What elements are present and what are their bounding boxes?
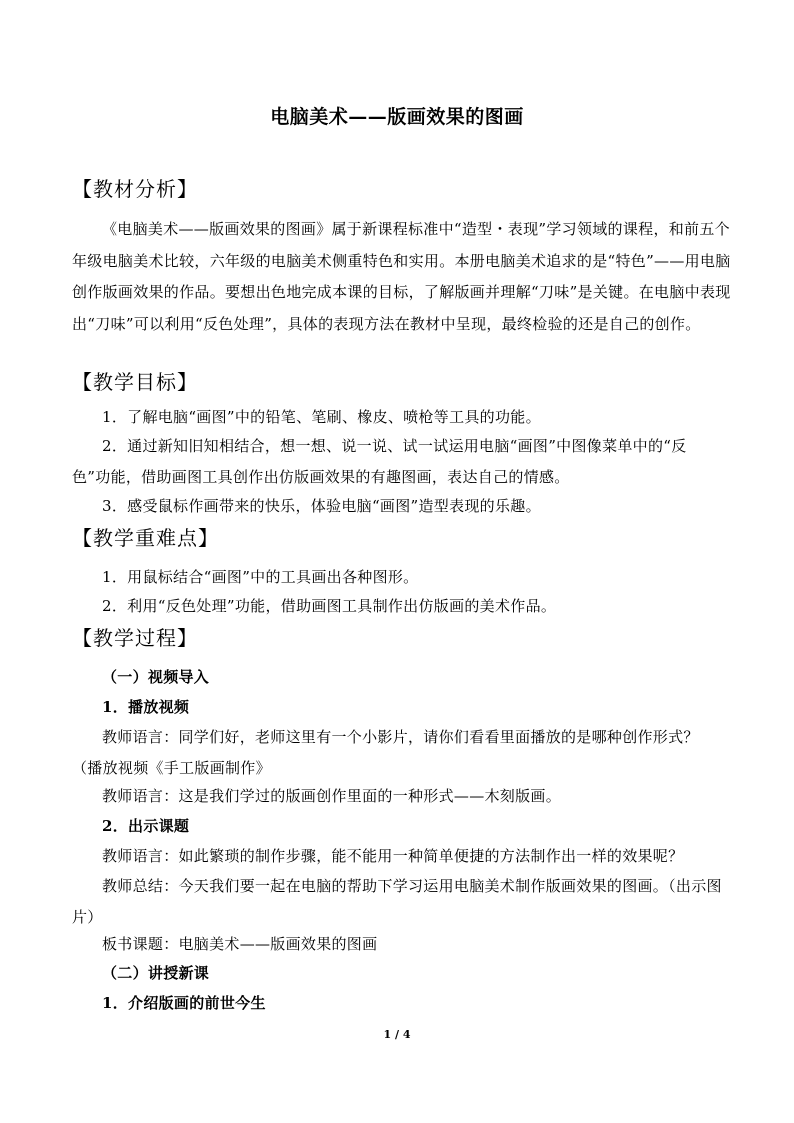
section-heading-process: 【教学过程】 [72, 626, 198, 650]
part2-title: （二）讲授新课 [102, 964, 210, 982]
step2-line-3: 板书课题：电脑美术——版画效果的图画 [102, 935, 378, 953]
step1-line-2: 教师语言：这是我们学过的版画创作里面的一种形式——木刻版画。 [102, 787, 562, 805]
part1-title: （一）视频导入 [102, 668, 210, 686]
step1-line-1: 教师语言：同学们好，老师这里有一个小影片，请你们看看里面播放的是哪种创作形式？（播放视频《手工版画制作》 [72, 728, 699, 777]
step2-title: 2．出示课题 [102, 817, 190, 835]
page-number: 1 / 4 [383, 1028, 411, 1041]
keypoint-item-1: 1．用鼠标结合“画图”中的工具画出各种图形。 [102, 568, 419, 586]
step2-line-2: 教师总结：今天我们要一起在电脑的帮助下学习运用电脑美术制作版画效果的图画。（出示图片） [72, 877, 722, 926]
analysis-paragraph: 《电脑美术——版画效果的图画》属于新课程标准中“造型・表现”学习领域的课程，和前五个年级电脑美术比较，六年级的电脑美术侧重特色和实用。本册电脑美术追求的是“特色”——用电脑创作版画效果的作品。要想出色地完成本课的目标，了解版画并理解“刀味”是关键。在电脑中表现出“刀味”可以利用“反色处理”，具体的表现方法在教材中呈现，最终检验的还是自己的创作。 [72, 220, 731, 333]
keypoint-item-2: 2．利用“反色处理”功能，借助画图工具制作出仿版画的美术作品。 [102, 597, 557, 615]
goal-item-1: 1．了解电脑“画图”中的铅笔、笔刷、橡皮、喷枪等工具的功能。 [102, 408, 541, 426]
section-heading-analysis: 【教材分析】 [72, 177, 198, 201]
step2-line-1: 教师语言：如此繁琐的制作步骤，能不能用一种简单便捷的方法制作出一样的效果呢？ [102, 847, 684, 865]
step3-title: 1．介绍版画的前世今生 [102, 994, 266, 1012]
document-title: 电脑美术——版画效果的图画 [270, 106, 524, 128]
section-heading-keypoints: 【教学重难点】 [72, 526, 219, 550]
goal-item-3: 3．感受鼠标作画带来的快乐，体验电脑“画图”造型表现的乐趣。 [102, 497, 541, 515]
step1-title: 1．播放视频 [102, 698, 190, 716]
goal-item-2: 2．通过新知旧知相结合，想一想、说一说、试一试运用电脑“画图”中图像菜单中的“反色”功能，借助画图工具创作出仿版画效果的有趣图画，表达自己的情感。 [72, 437, 687, 486]
section-heading-goals: 【教学目标】 [72, 370, 198, 394]
